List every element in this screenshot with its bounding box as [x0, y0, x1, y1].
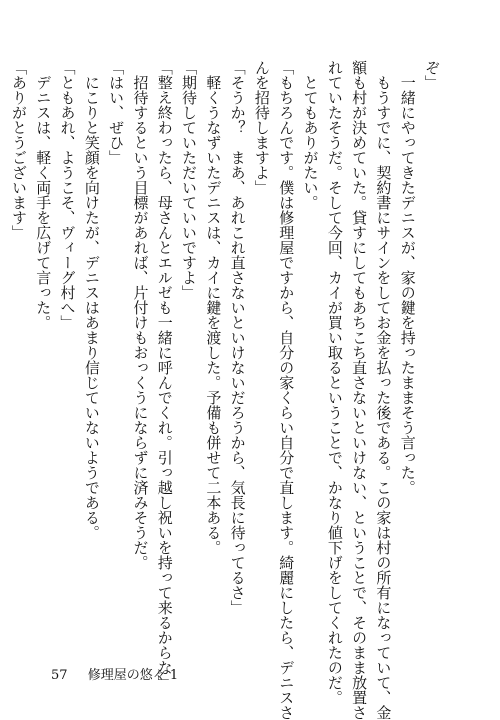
- text-line: 「ともあれ、ようこそ、ヴィーグ村へ」: [58, 60, 77, 330]
- text-line: 招待するという目標があれば、片付けもおっくうにならずに済みそうだ。: [131, 60, 150, 570]
- text-line: れていたそうだ。そして今回、カイが買い取るということで、かなり値下げをしてくれたのだ。: [325, 60, 344, 705]
- text-line: 一緒にやってきたデニスが、家の鍵を持ったままそう言った。: [398, 60, 417, 495]
- text-line: デニスは、軽く両手を広げて言った。: [34, 60, 53, 330]
- text-line: 軽くうなずいたデニスは、カイに鍵を渡した。予備も併せて二本ある。: [204, 60, 223, 555]
- text-line: 「ありがとうございます」: [9, 60, 28, 240]
- text-line: 「整え終わったら、母さんとエルゼも一緒に呼んでくれ。引っ越し祝いを持って来るからな」: [155, 60, 174, 690]
- text-line: ぞ」: [423, 60, 441, 90]
- text-line: もうすでに、契約書にサインをしてお金を払った後である。この家は村の所有になっていて、金: [374, 60, 393, 720]
- book-title: 修理屋の悠々 1: [87, 668, 179, 683]
- text-line: 「期待していただいていいですよ」: [180, 60, 199, 300]
- text-line: 「もちろんです。僕は修理屋ですから、自分の家くらい自分で直します。綺麗にしたら、デニスさ: [277, 60, 296, 720]
- text-line: にこりと笑顔を向けたが、デニスはあまり信じていないようである。: [82, 60, 101, 540]
- page-footer: [51, 664, 178, 683]
- text-line: 額も村が決めていた。貸すにしてもあちこち直さないといけない、ということで、そのまま放置さ: [350, 60, 369, 720]
- text-line: 「そうか？ まあ、あれこれ直さないといけないだろうから、気長に待ってるさ」: [228, 60, 247, 615]
- text-line: んを招待しますよ」: [252, 60, 271, 195]
- page-number: 57: [51, 668, 68, 683]
- text-line: とてもありがたい。: [301, 60, 320, 210]
- text-line: 「はい、ぜひ」: [107, 60, 126, 165]
